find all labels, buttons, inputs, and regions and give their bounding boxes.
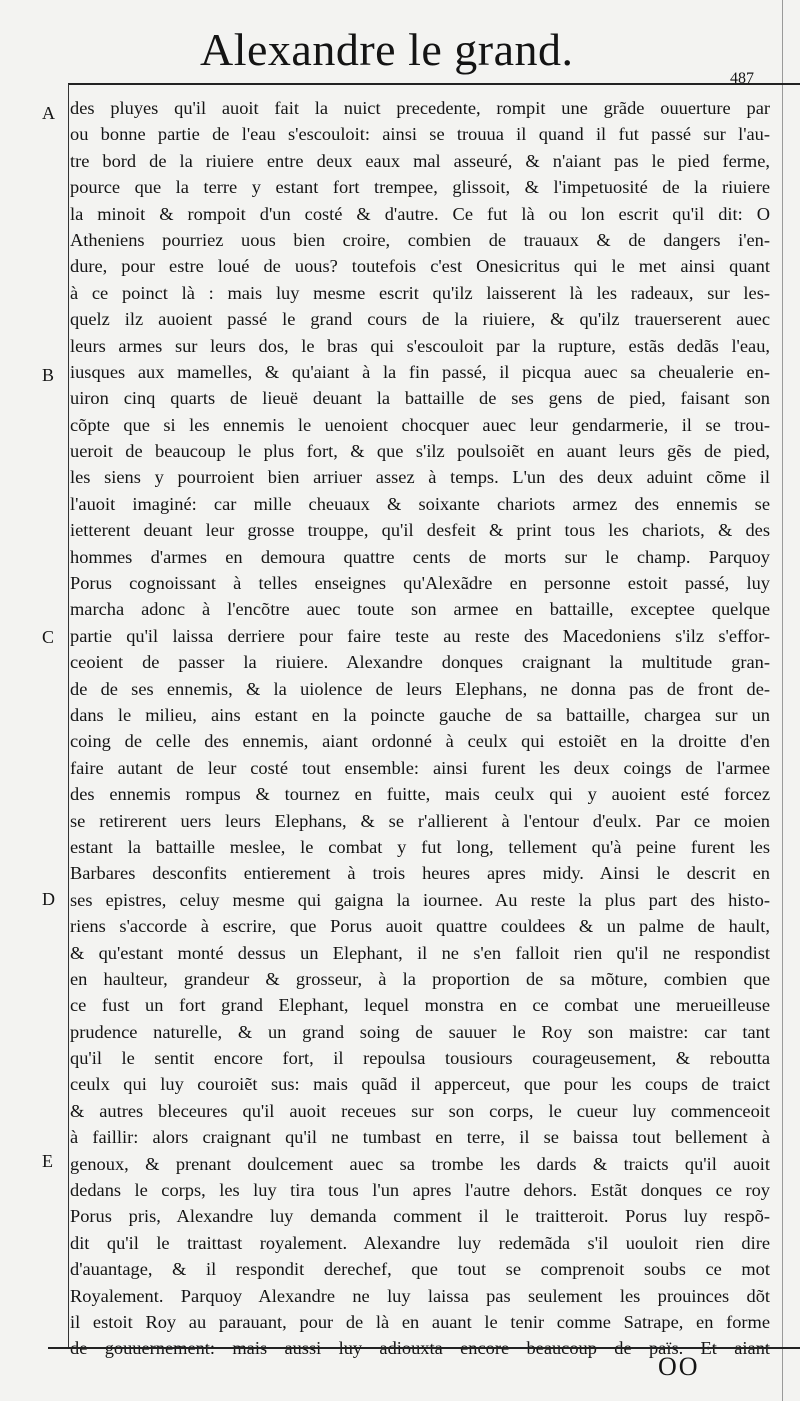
text-line: faire autant de leur costé tout ensemble: ainsi furent les deux coings de l'armee [70, 757, 770, 778]
text-line: dans le milieu, ains estant en la poincte gauche de sa battaille, chargea sur un [70, 704, 770, 725]
text-line: la minoit & rompoit d'un costé & d'autre. Ce fut là ou lon escrit qu'il dit: O [70, 203, 770, 224]
text-line: hommes d'armes en demoura quattre cents de morts sur le champ. Parquoy [70, 546, 770, 567]
text-line: ses epistres, celuy mesme qui gaigna la iournee. Au reste la plus part des histo- [70, 889, 770, 910]
text-line: & autres bleceures qu'il auoit receues sur son corps, le cueur luy commenceoit [70, 1100, 770, 1121]
text-line: quelz ilz auoient passé le grand cours de la riuiere, & qu'ilz trauerserent auec [70, 309, 770, 330]
text-line: coing de celle des ennemis, aiant ordonné à ceulx qui estoiẽt en la droitte d'en [70, 731, 770, 752]
text-line: genoux, & prenant doulcement auec sa trombe les dards & traicts qu'il auoit [70, 1153, 770, 1174]
text-line: Royalement. Parquoy Alexandre ne luy laissa pas seulement les prouinces dõt [70, 1285, 770, 1306]
text-line: Porus pris, Alexandre luy demanda comment il le traitteroit. Porus luy respõ- [70, 1206, 770, 1227]
text-line: iusques aux mamelles, & qu'aiant à la fin passé, il picqua auec sa cheualerie en- [70, 361, 770, 382]
text-line: ou bonne partie de l'eau s'escouloit: ainsi se trouua il quand il fut passé sur l'au- [70, 124, 770, 145]
text-line: cõpte que si les ennemis le uenoient chocquer auec leur gendarmerie, il se trou- [70, 414, 770, 435]
text-line: Barbares desconfits entierement à trois heures apres midy. Ainsi le descrit en [70, 863, 770, 884]
running-title: Alexandre le grand. [200, 24, 574, 75]
margin-letter-d: D [42, 889, 55, 909]
margin-rule [68, 84, 69, 1349]
text-line: se retirerent uers leurs Elephans, & se r'allierent à l'entour d'eulx. Par ce moien [70, 810, 770, 831]
margin-letter-c: C [42, 627, 55, 647]
margin-letter-b: B [42, 365, 55, 385]
text-line: des ennemis rompus & tournez en fuitte, mais ceulx qui y auoient esté forcez [70, 784, 770, 805]
text-line: partie qu'il laissa derriere pour faire teste au reste des Macedoniens s'ilz s'effor- [70, 625, 770, 646]
page-number: 487 [730, 70, 754, 87]
text-line: estant la battaille meslee, le combat y fut long, tellement qu'à peine furent les [70, 836, 770, 857]
signature-mark: OO [658, 1352, 700, 1381]
text-line: à faillir: alors craignant qu'il ne tumbast en terre, il se baissa tout bellement à [70, 1127, 770, 1148]
header-rule [68, 83, 800, 85]
margin-letter-a: A [42, 103, 55, 123]
text-line: ietterent deuant leur grosse trouppe, qu'il desfeit & print tous les chariots, & des [70, 520, 770, 541]
text-line: ceoient de passer la riuiere. Alexandre donques craignant la multitude gran- [70, 652, 770, 673]
text-line: dure, pour estre loué de uous? toutefois c'est Onesicritus qui le met ainsi quant [70, 256, 770, 277]
text-line: dedans le corps, les luy tira tous l'un apres l'autre dehors. Estãt donques ce roy [70, 1180, 770, 1201]
text-line: pource que la terre y estant fort trempee, glissoit, & l'impetuosité de la riuiere [70, 177, 770, 198]
text-line: leurs armes sur leurs dos, le bras qui s'escouloit par la rupture, estãs dedãs l'eau, [70, 335, 770, 356]
footer-rule [48, 1347, 800, 1349]
text-line: de gouuernement: mais aussi luy adiouxta encore beaucoup de païs. Et aiant [70, 1338, 770, 1359]
margin-letter-e: E [42, 1151, 53, 1171]
text-line: dit qu'il le traittast royalement. Alexandre luy redemãda s'il uouloit rien dire [70, 1232, 770, 1253]
text-line: uiron cinq quarts de lieuë deuant la battaille de ses gens de pied, faisant son [70, 388, 770, 409]
text-line: il estoit Roy au parauant, pour de là en auant le tenir comme Satrape, en forme [70, 1311, 770, 1332]
text-line: & qu'estant monté dessus un Elephant, il ne s'en falloit rien qu'il ne respondist [70, 942, 770, 963]
text-line: de de ses ennemis, & la uiolence de leurs Elephans, ne donna pas de front de- [70, 678, 770, 699]
text-line: Atheniens pourriez uous bien croire, combien de trauaux & de dangers i'en- [70, 229, 770, 250]
text-line: l'auoit imaginé: car mille cheuaux & soixante chariots armez des ennemis se [70, 493, 770, 514]
text-line: d'auantage, & il respondit derechef, que tout se comprenoit soubs ce mot [70, 1259, 770, 1280]
text-line: tre bord de la riuiere entre deux eaux mal asseuré, & n'aiant pas le pied ferme, [70, 150, 770, 171]
text-line: riens s'accorde à escrire, que Porus auoit quattre couldees & un palme de hault, [70, 916, 770, 937]
text-line: ueroit de beaucoup le plus fort, & que s'ilz poulsoiẽt en auant leurs gẽs de pied, [70, 441, 770, 462]
text-line: marcha adonc à l'encõtre auec toute son armee en battaille, exceptee quelque [70, 599, 770, 620]
text-line: à ce poinct là : mais luy mesme escrit qu'ilz laisserent là les radeaux, sur les- [70, 282, 770, 303]
text-line: des pluyes qu'il auoit fait la nuict precedente, rompit une grãde ouuerture par [70, 98, 770, 118]
text-line: Porus cognoissant à telles enseignes qu'Alexãdre en personne estoit passé, luy [70, 573, 770, 594]
text-line: qu'il le sentit encore fort, il repoulsa tousiours courageusement, & reboutta [70, 1048, 770, 1069]
text-line: les siens y pourroient bien arriuer assez à temps. L'un des deux aduint cõme il [70, 467, 770, 488]
text-line: ce fust un fort grand Elephant, lequel monstra en ce combat une merueilleuse [70, 995, 770, 1016]
text-line: en haulteur, grandeur & grosseur, à la proportion de sa mõture, combien que [70, 968, 770, 989]
body-text [70, 95, 770, 1362]
text-line: ceulx qui luy couroiẽt sus: mais quãd il apperceut, que pour les coups de traict [70, 1074, 770, 1095]
text-line: prudence naturelle, & un grand soing de sauuer le Roy son maistre: car tant [70, 1021, 770, 1042]
page-edge [782, 0, 783, 1401]
